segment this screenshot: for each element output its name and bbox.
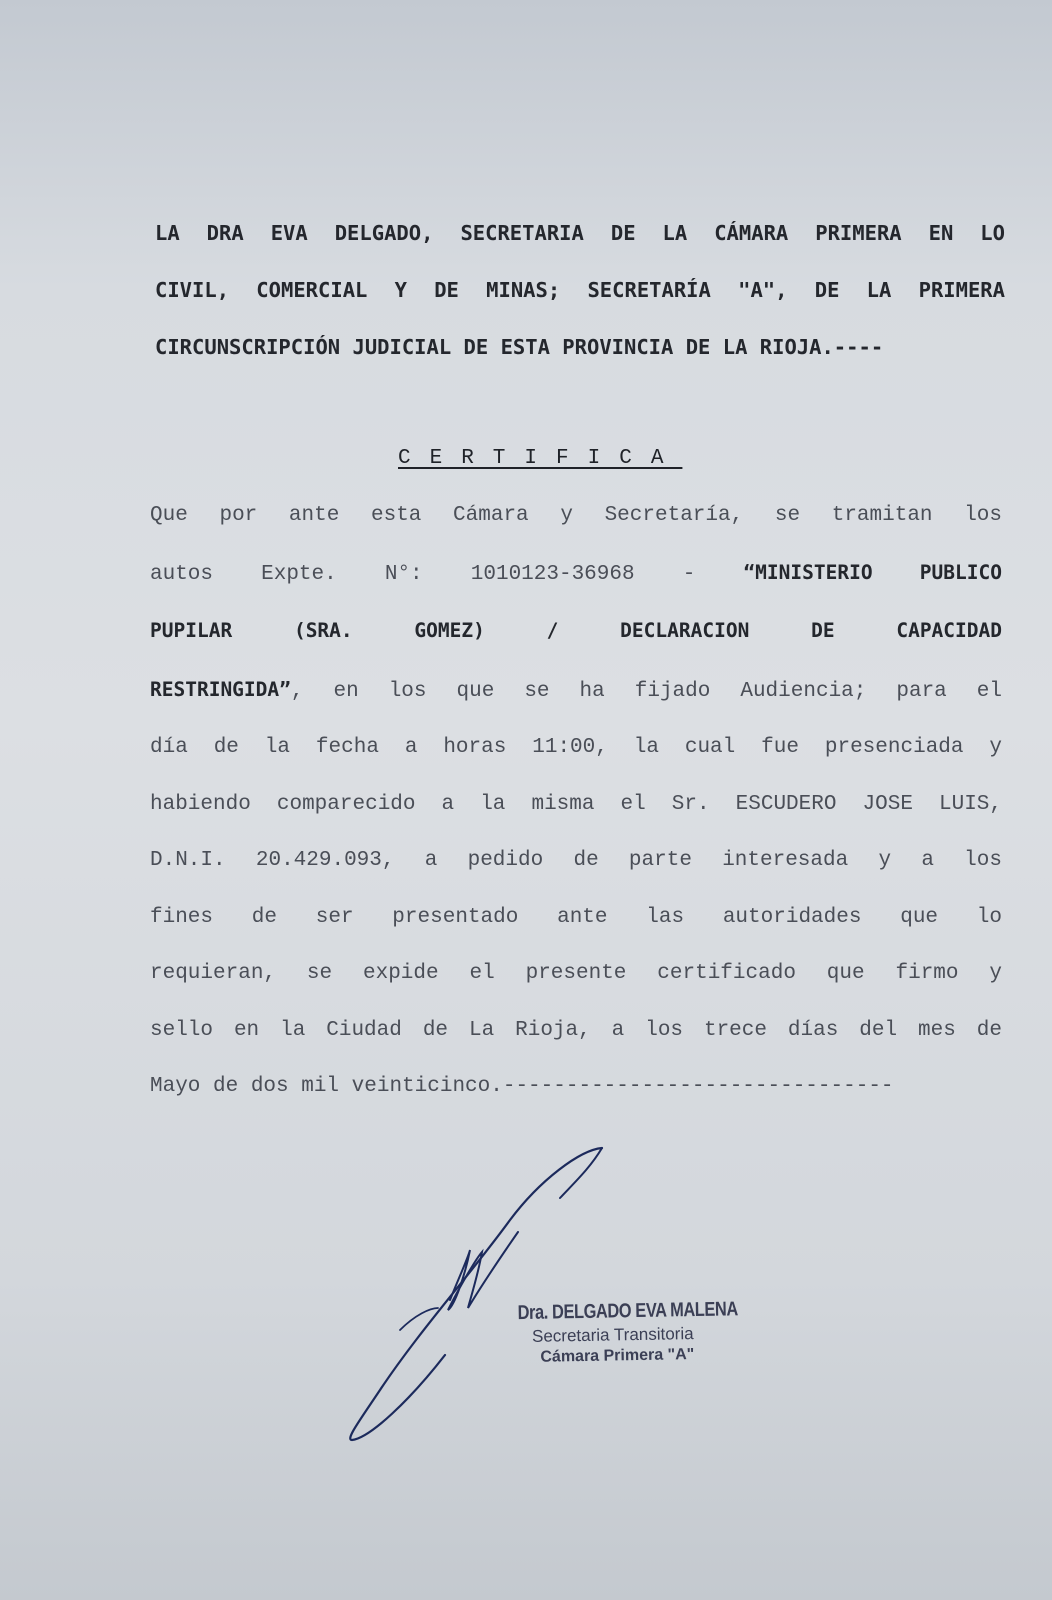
header-line-3: CIRCUNSCRIPCIÓN JUDICIAL DE ESTA PROVINCIA DE LA RIOJA.----	[155, 335, 884, 359]
stamp-name: Dra. DELGADO EVA MALENA	[517, 1298, 738, 1325]
case-title-end: RESTRINGIDA”	[150, 677, 291, 701]
case-title-start: “MINISTERIO PUBLICO	[743, 560, 1002, 584]
body-line-7: D.N.I. 20.429.093, a pedido de parte interesada y a los	[150, 849, 1002, 872]
body-line-2-plain: autos Expte. N°: 1010123-36968 -	[150, 562, 744, 586]
certificate-body	[150, 488, 1002, 1116]
body-line-3	[150, 603, 1002, 662]
body-line-11: Mayo de dos mil veinticinco.-------------------------------	[150, 1075, 894, 1098]
official-stamp	[517, 1298, 758, 1367]
body-line-5: día de la fecha a horas 11:00, la cual fue presenciada y	[150, 736, 1002, 759]
signature-stroke-initials	[448, 1232, 518, 1310]
handwritten-signature	[340, 1140, 640, 1450]
body-line-9: requieran, se expide el presente certificado que firmo y	[150, 962, 1002, 985]
stamp-role: Secretaria Transitoria	[531, 1324, 694, 1346]
certificate-header	[155, 205, 1005, 376]
stamp-office: Cámara Primera "A"	[540, 1346, 695, 1366]
body-line-8: fines de ser presentado ante las autoridades que lo	[150, 905, 1002, 929]
body-line-6: habiendo comparecido a la misma el Sr. ESCUDERO JOSE LUIS,	[150, 792, 1002, 816]
body-line-10: sello en la Ciudad de La Rioja, a los trece días del mes de	[150, 1018, 1002, 1042]
case-title-middle: PUPILAR (SRA. GOMEZ) / DECLARACION DE CAPACIDAD	[150, 619, 1002, 642]
header-line-2: CIVIL, COMERCIAL Y DE MINAS; SECRETARÍA "A", DE LA PRIMERA	[155, 278, 1005, 302]
header-line-1: LA DRA EVA DELGADO, SECRETARIA DE LA CÁMARA PRIMERA EN LO	[155, 221, 1005, 245]
body-line-4-plain: , en los que se ha fijado Audiencia; para el	[290, 679, 1002, 703]
body-line-2	[150, 545, 1002, 604]
document-title: CERTIFICA	[398, 447, 683, 470]
body-line-1: Que por ante esta Cámara y Secretaría, se tramitan los	[150, 504, 1002, 527]
body-line-4	[150, 662, 1002, 721]
